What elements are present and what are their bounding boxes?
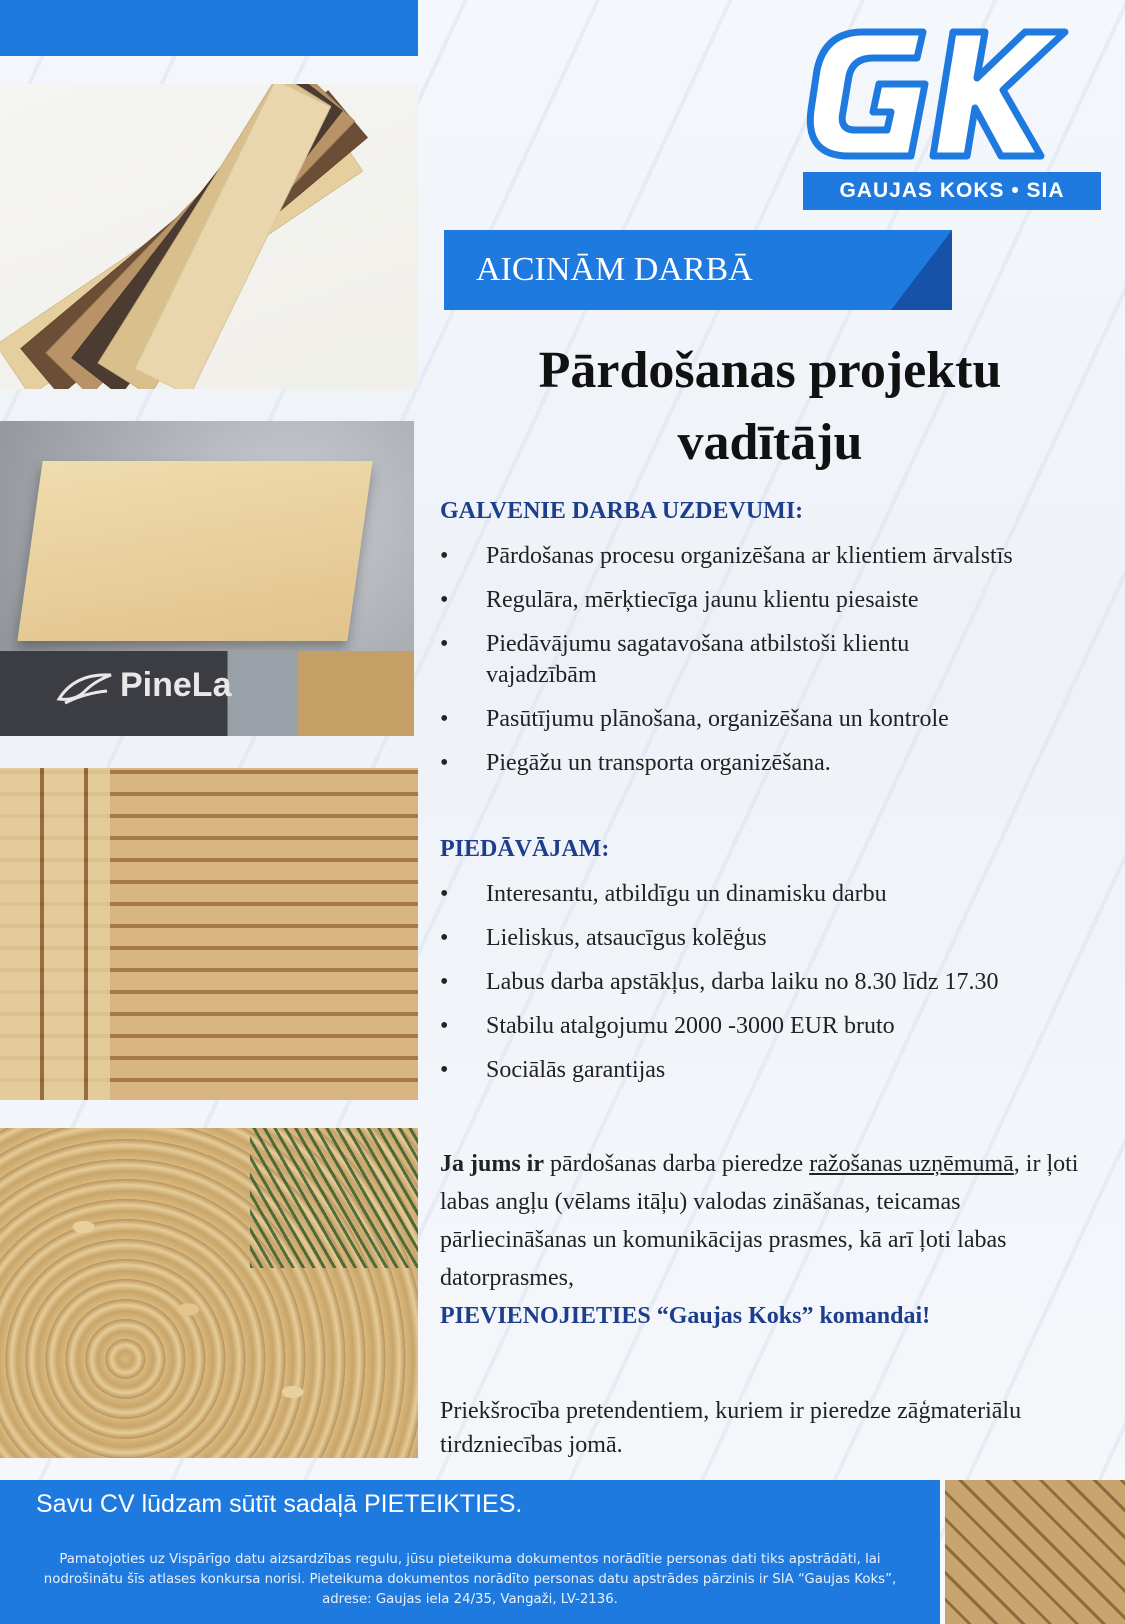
cv-submit-text: Savu CV lūdzam sūtīt sadaļā PIETEIKTIES. bbox=[36, 1490, 523, 1518]
company-name-band: GAUJAS KOKS • SIA bbox=[803, 172, 1101, 210]
top-accent-bar bbox=[0, 0, 418, 56]
offer-list bbox=[440, 879, 1100, 1099]
requirements-underlined: ražošanas uzņēmumā bbox=[809, 1151, 1014, 1177]
hiring-banner-label: AICINĀM DARBĀ bbox=[476, 251, 753, 288]
advantage-paragraph: Priekšrocība pretendentiem, kuriem ir pieredze zāģmateriālu tirdzniecības jomā. bbox=[440, 1398, 1022, 1458]
list-item: • Piedāvājumu sagatavošana atbilstoši klientu vajadzībām bbox=[440, 629, 1006, 691]
lumber-stack-photo bbox=[0, 768, 418, 1100]
requirements-text2: , ir ļoti labas angļu (vēlams itāļu) valodas zināšanas, teicamas pārliecināšanas un komunikācijas prasmes, kā arī ļoti labas datorprasmes, bbox=[440, 1151, 1079, 1291]
wood-pellets-photo bbox=[0, 1128, 418, 1458]
list-item: • Regulāra, mērķtiecīga jaunu klientu piesaiste bbox=[440, 585, 1100, 616]
company-logo bbox=[803, 20, 1101, 210]
requirements-paragraph bbox=[440, 1145, 1080, 1335]
list-item: • Pārdošanas procesu organizēšana ar klientiem ārvalstīs bbox=[440, 541, 1100, 572]
wood-ends-photo bbox=[945, 1480, 1125, 1624]
pine-panel-photo bbox=[0, 421, 414, 736]
duties-list bbox=[440, 541, 1100, 792]
list-item: • Labus darba apstākļus, darba laiku no 8.30 līdz 17.30 bbox=[440, 967, 1100, 998]
list-item: • Piegāžu un transporta organizēšana. bbox=[440, 748, 1100, 779]
job-title bbox=[430, 335, 1110, 479]
list-item: • Stabilu atalgojumu 2000 -3000 EUR bruto bbox=[440, 1011, 1100, 1042]
join-cta: PIEVIENOJIETIES “Gaujas Koks” komandai! bbox=[440, 1303, 931, 1329]
hiring-banner bbox=[444, 230, 952, 310]
leaf-logo-icon bbox=[55, 669, 115, 709]
list-item: • Lieliskus, atsaucīgus kolēģus bbox=[440, 923, 1100, 954]
list-item: • Sociālās garantijas bbox=[440, 1055, 1100, 1086]
privacy-notice: Pamatojoties uz Vispārīgo datu aizsardzības regulu, jūsu pieteikuma dokumentos norādītie personas dati tiks apstrādāti, lai nodrošinātu šīs atlases konkursa norisi. Pieteikuma dokumentos norādīto personas datu apstrādes pārzinis ir SIA “Gaujas Koks”, adrese: Gaujas iela 24/35, Vangaži, LV-2136. bbox=[43, 1552, 897, 1607]
offer-heading: PIEDĀVĀJAM: bbox=[440, 836, 610, 862]
list-item: • Pasūtījumu plānošana, organizēšana un kontrole bbox=[440, 704, 1100, 735]
requirements-text1: pārdošanas darba pieredze bbox=[544, 1151, 810, 1177]
list-item: • Interesantu, atbildīgu un dinamisku darbu bbox=[440, 879, 1100, 910]
duties-heading: GALVENIE DARBA UZDEVUMI: bbox=[440, 498, 804, 524]
product-label: PineLa bbox=[120, 666, 232, 704]
wood-boards-photo bbox=[0, 84, 418, 389]
requirements-lead: Ja jums ir bbox=[440, 1151, 544, 1177]
footer-bar bbox=[0, 1480, 940, 1624]
job-title-line2: vadītāju bbox=[677, 414, 863, 471]
gk-logo-icon bbox=[803, 20, 1101, 168]
job-title-line1: Pārdošanas projektu bbox=[538, 342, 1002, 399]
